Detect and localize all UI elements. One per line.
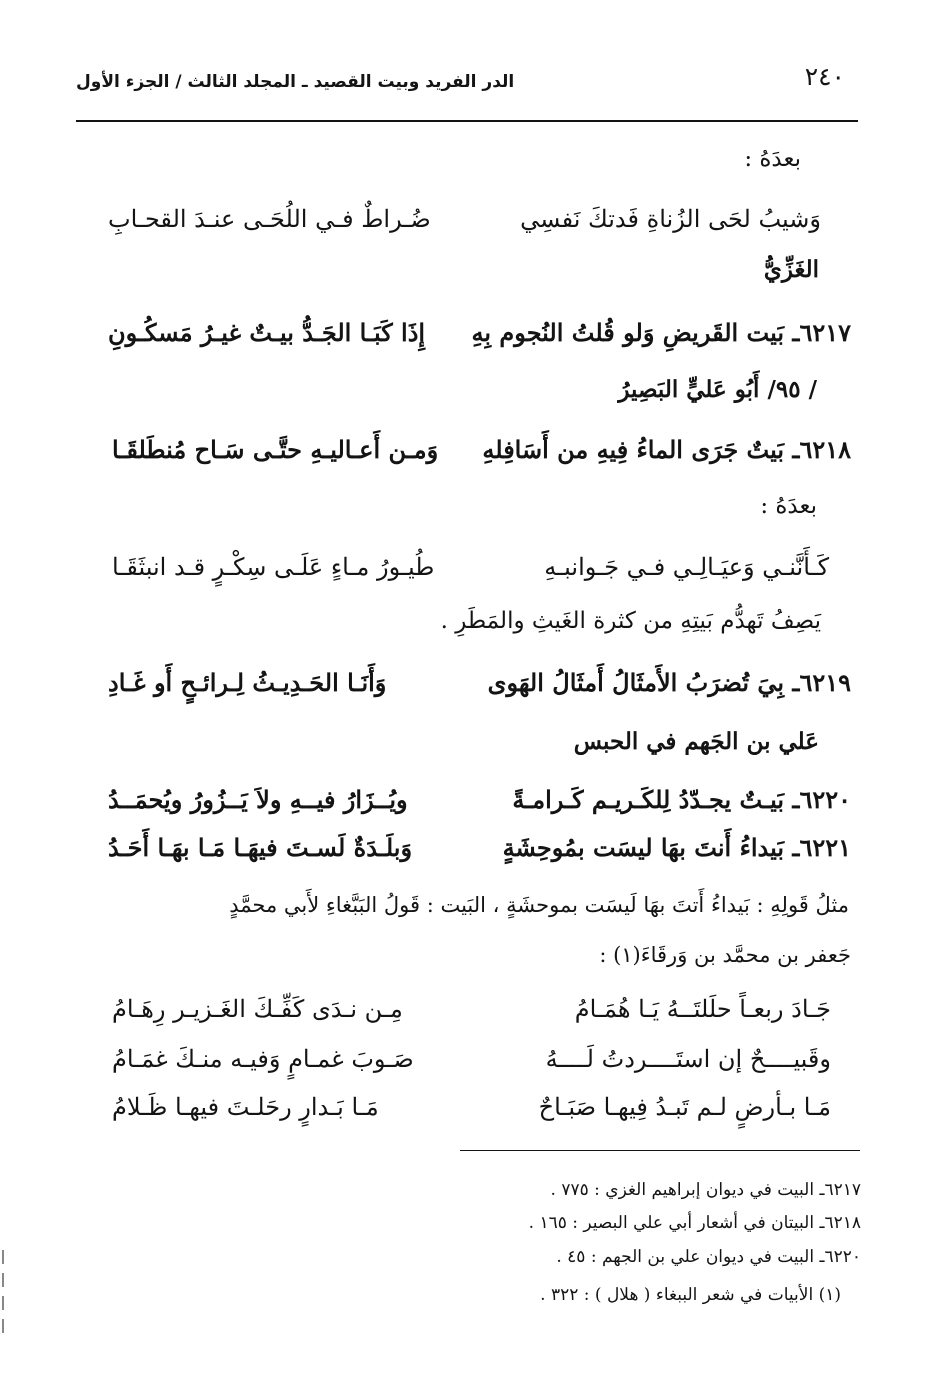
poem-intro-after: بعدَهُ : [744, 146, 801, 172]
verse-hemistich-right: وقَبيــــحٌ إن استَــــردتُ لَــــهُ [545, 1045, 831, 1073]
verse-hemistich-right: كَـأَنَّنـي وَعيَـالِـي فـي جَـوانبـهِ [544, 553, 829, 581]
verse-6217-left: إِذَا كَبَـا الجَـدُّ بيـتٌ غيـرُ مَسكُـونِ [108, 318, 426, 347]
verse-hemistich-left: صَـوبَ غمـامٍ وَفيـه منـكَ غمَـامُ [112, 1045, 414, 1073]
verse-6218-left: وَمـن أَعـاليـهِ حتَّـى سَـاح مُنطَلقَـا [112, 435, 439, 464]
verse-hemistich-right: مَـا بـأرضٍ لـم تَبـدُ فِيهـا صَبَـاحٌ [538, 1093, 831, 1121]
footnote: ٦٢١٧ـ البيت في ديوان إبراهيم الغزي : ٧٧٥ . [550, 1180, 861, 1200]
commentary-line: مثلُ قَولِهِ : بَيداءُ أَتتَ بهَا لَيسَت بموحشَةٍ ، البَيت : قَولُ البَبَّغاءِ لأَبي محمَّدٍ [229, 893, 849, 917]
scan-edge-marks [0, 1250, 4, 1360]
verse-hemistich-left: طُيـورُ مـاءٍ عَلَـى سِكْـرٍ قـد انبثَقَـا [112, 553, 435, 581]
page-number: ٢٤٠ [804, 62, 845, 91]
poem-intro-after: بعدَهُ : [760, 493, 817, 519]
verse-6220-right: ٦٢٢٠ـ بَيـتٌ يجـدّدُ لِلكَـريـم كَـرامـةً [512, 785, 851, 814]
verse-hemistich-right: جَـادَ ربعـاً حلَلتَــهُ يَـا هُمَـامُ [574, 995, 831, 1023]
poet-name: / ٩٥/ أَبُو عَليٍّ البَصِيرُ [618, 376, 817, 403]
poet-name: الغَزِّيُّ [763, 256, 819, 283]
verse-6219-left: وَأَنَـا الحَـدِيـثُ لِـرائـحٍ أَو غَـادِ [108, 668, 387, 697]
commentary-line: جَعفر بن محمَّد بن وَرقَاءَ(١) : [599, 943, 851, 967]
verse-hemistich-left: مَـا بَـدارٍ رحَلـتَ فيهـا ظَـلامُ [112, 1093, 379, 1121]
header-rule [76, 120, 858, 122]
poet-name: عَلي بن الجَهم في الحبس [573, 728, 819, 755]
verse-6221-right: ٦٢٢١ـ بَيداءُ أَنتَ بهَا ليسَت بمُوحِشَةٍ [502, 833, 851, 862]
footnote: ٦٢٢٠ـ البيت في ديوان علي بن الجهم : ٤٥ . [556, 1247, 861, 1267]
commentary-line: يَصِفُ تَهدُّم بَيتِهِ من كثرة الغَيثِ والمَطَرِ . [440, 608, 821, 634]
verse-6220-left: ويُــزَارُ فيــهِ ولاَ يَــزُورُ ويُحمَــدُ [108, 785, 408, 814]
verse-hemistich-right: وَشيبُ لحَى الزُناةِ فَدتكَ نَفسِي [520, 205, 821, 233]
footnote-rule [460, 1150, 860, 1151]
verse-6219-right: ٦٢١٩ـ بِيَ تُضرَبُ الأَمثَالُ أَمثَالُ الهَوى [487, 668, 851, 697]
footnote: ٦٢١٨ـ البيتان في أشعار أبي علي البصير : ١٦٥ . [528, 1213, 861, 1233]
verse-hemistich-left: مِـن نـدَى كَفِّـكَ الغَـزيـر رِهَـامُ [112, 995, 403, 1023]
verse-6221-left: وَبلَـدَةٌ لَسـتَ فيهَـا مَـا بهَـا أَحَـدُ [108, 833, 413, 862]
footnote: (١) الأبيات في شعر الببغاء ( هلال ) : ٣٢٢ . [540, 1285, 841, 1305]
verse-6217-right: ٦٢١٧ـ بَيت القَريضِ وَلو قُلتُ النُجوم بِهِ [471, 318, 851, 347]
running-title: الدر الفريد وبيت القصيد ـ المجلد الثالث / الجزء الأول [76, 72, 515, 92]
verse-6218-right: ٦٢١٨ـ بَيتٌ جَرَى الماءُ فِيهِ من أَسَافِلهِ [482, 435, 851, 464]
verse-hemistich-left: ضُـراطٌ فـي اللُحَـى عنـدَ القحـابِ [108, 205, 431, 233]
